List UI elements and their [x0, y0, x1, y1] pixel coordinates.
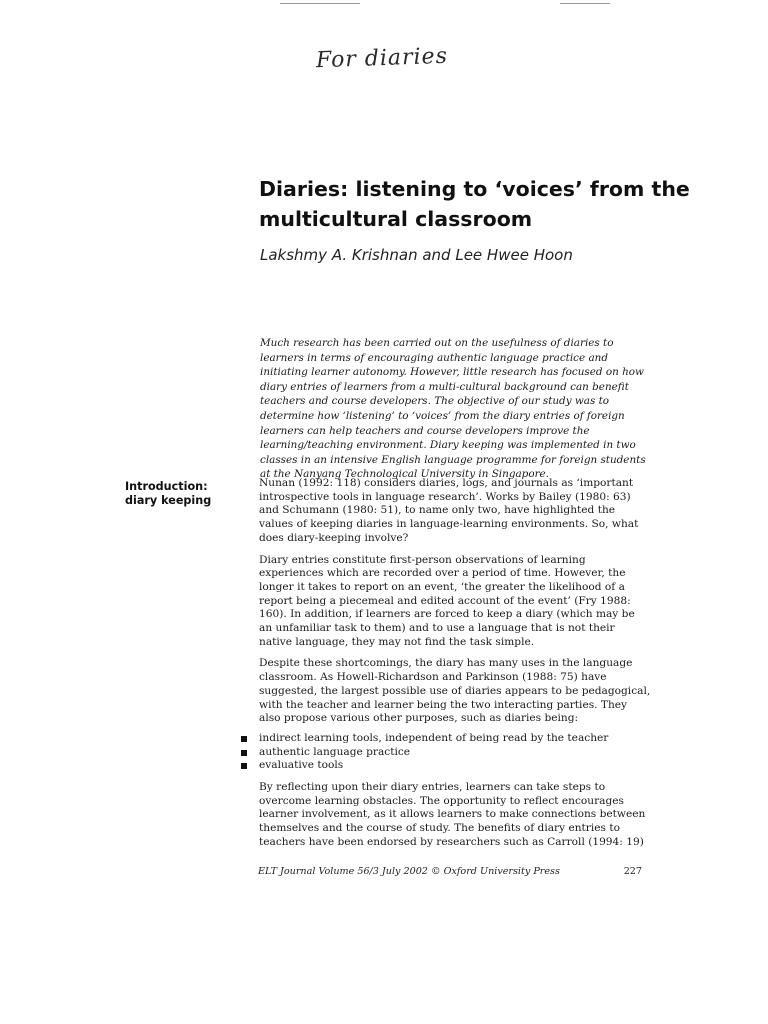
article-abstract: Much research has been carried out on the usefulness of diaries to learners in terms of encouraging authentic language practice and initiating learner autonomy. However, little research has focused on how diary entries of learners from a multi-cultural background can benefit teachers and course developers. The objective of our study was to determine how ‘listening’ to ‘voices’ from the diary entries of foreign learners can help teachers and course developers improve the learning/teaching environment. Diary keeping was implemented in two classes in an intensive English language programme for foreign students at the Nanyang Technological University in Singapore.	[260, 337, 646, 481]
purpose-list	[241, 732, 651, 773]
square-bullet-icon	[241, 736, 247, 742]
list-item	[241, 732, 651, 746]
paragraph: By reflecting upon their diary entries, learners can take steps to overcome learning obstacles. The opportunity to reflect encourages learner involvement, as it allows learners to make connections between themselves and the course of study. The benefits of diary entries to teachers have been endorsed by researchers such as Carroll (1994: 19)	[259, 781, 646, 848]
list-item	[241, 746, 651, 760]
paragraph: Nunan (1992: 118) considers diaries, logs, and journals as ‘important introspective tools in language research’. Works by Bailey (1980: 63) and Schumann (1980: 51), to name only two, have highlighted the values of keeping diaries in language-learning environments. So, what does diary-keeping involve?	[259, 477, 639, 544]
handwritten-note: For diaries	[315, 43, 449, 74]
list-item	[241, 759, 651, 773]
journal-citation: ELT Journal Volume 56/3 July 2002 © Oxford University Press	[258, 866, 560, 877]
page-footer	[258, 866, 642, 877]
paragraph: Despite these shortcomings, the diary has many uses in the language classroom. As Howell-Richardson and Parkinson (1988: 75) have suggested, the largest possible use of diaries appears to be pedagogical, with the teacher and learner being the two interacting parties. They also propose various other purposes, such as diaries being:	[259, 657, 651, 725]
scan-artifact	[280, 3, 360, 4]
section-heading: Introduction: diary keeping	[125, 480, 212, 507]
paragraph: Diary entries constitute first-person observations of learning experiences which are recorded over a period of time. However, the longer it takes to report on an event, ‘the greater the likelihood of a report being a piecemeal and edited account of the event’ (Fry 1988: 160). In addition, if learners are forced to keep a diary (which may be an unfamiliar task to them) and to use a language that is not their native language, they may not find the task simple.	[259, 553, 635, 648]
list-item-text: authentic language practice	[259, 745, 411, 758]
article-title: Diaries: listening to ‘voices’ from the multicultural classroom	[259, 177, 690, 231]
list-item-text: evaluative tools	[259, 759, 344, 772]
square-bullet-icon	[241, 750, 247, 756]
section-body	[259, 477, 651, 858]
list-item-text: indirect learning tools, independent of being read by the teacher	[259, 731, 609, 744]
scan-artifact	[560, 3, 610, 4]
square-bullet-icon	[241, 763, 247, 769]
article-authors: Lakshmy A. Krishnan and Lee Hwee Hoon	[260, 246, 573, 264]
page-number: 227	[623, 866, 642, 877]
